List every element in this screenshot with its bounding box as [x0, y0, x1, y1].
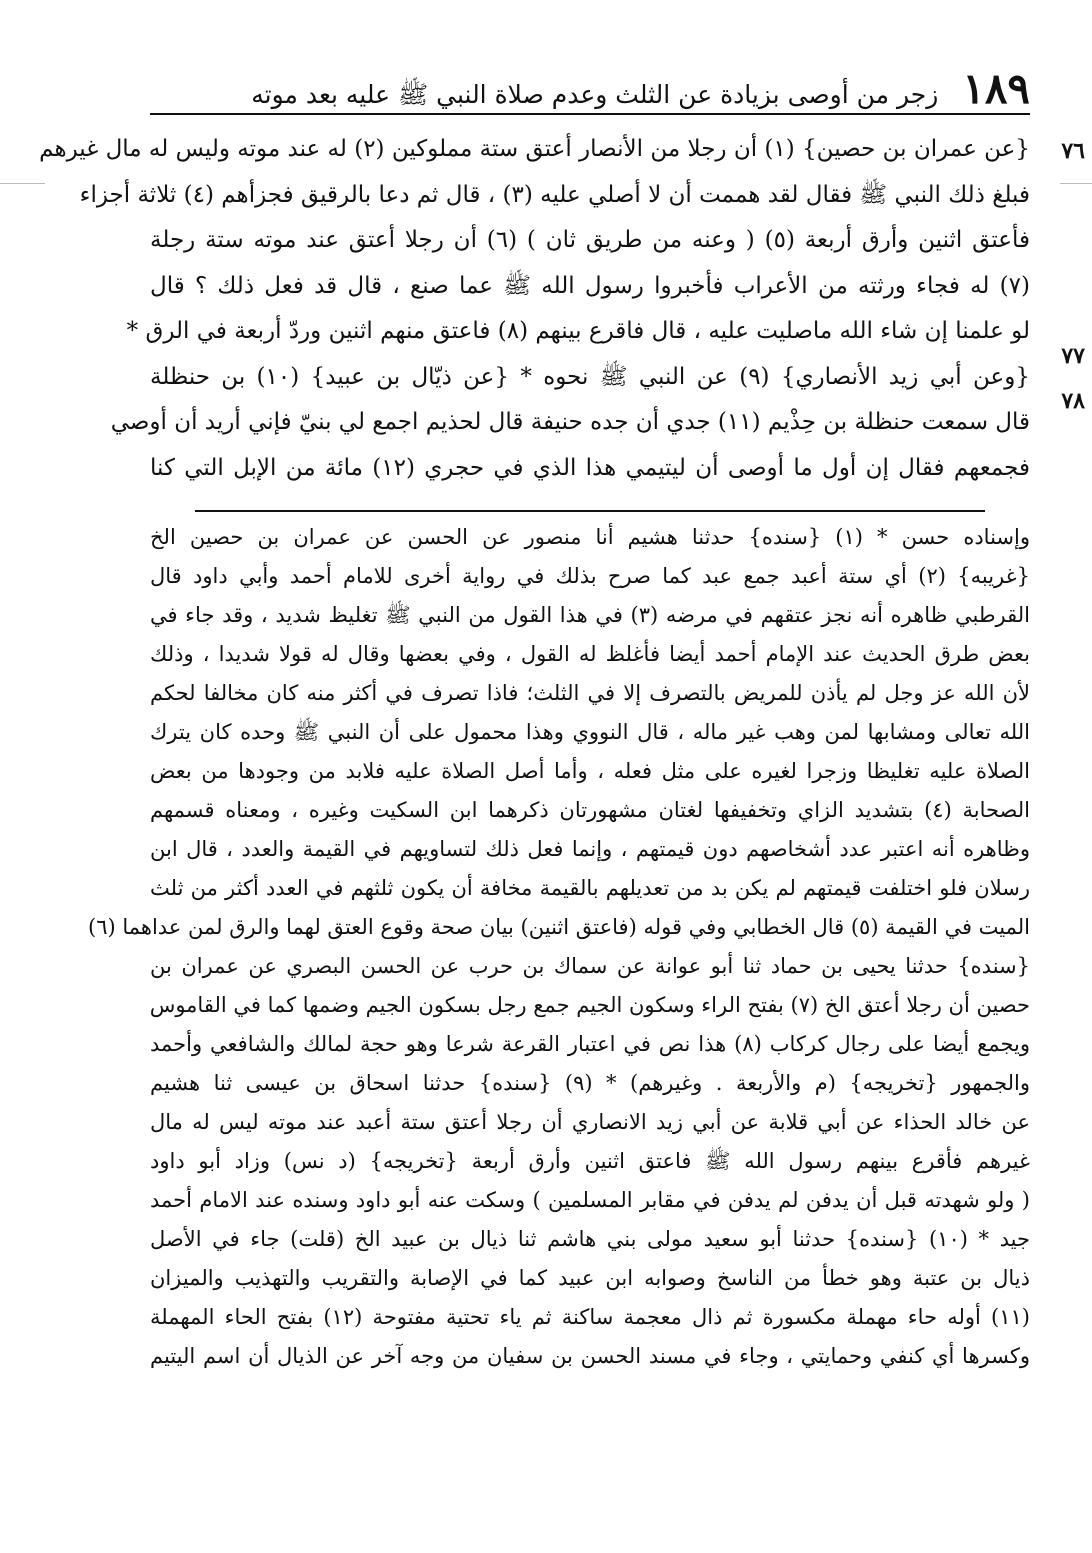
text-line: قال سمعت حنظلة بن حِذْيم (١١) جدي أن جده حنيفة قال لحذيم اجمع لي بنيّ فإني أريد أن أوصي — [110, 409, 1030, 435]
footnote-line: الله تعالى ومشابها لمن وهب غير ماله ، قال النووي وهذا محمول على أن النبي ﷺ وحده كان يترك — [150, 720, 1030, 744]
footnote-line: {سنده} حدثنا يحيى بن حماد ثنا أبو عوانة عن سماك بن حرب عن الحسن البصري عن عمران بن — [150, 954, 1030, 978]
scan-mark — [1060, 183, 1092, 184]
footnote-line: بعض طرق الحديث عند الإمام أحمد أيضا فأغلظ له القول ، وفي بعضها وقال له قولا شديدا ، وذلك — [150, 642, 1030, 666]
hadith-number: ٧٦ — [1061, 138, 1085, 164]
footnote-line: وإسناده حسن * (١) {سنده} حدثنا هشيم أنا منصور عن الحسن عن عمران بن حصين الخ — [150, 525, 1030, 549]
text-line: {عن عمران بن حصين} (١) أن رجلا من الأنصار أعتق ستة مملوكين (٢) له عند موته وليس له مال غيرهم — [39, 136, 1030, 162]
footnote-line: حصين أن رجلا أعتق الخ (٧) بفتح الراء وسكون الجيم جمع رجل بسكون الجيم وضمها كما في القاموس — [149, 993, 1030, 1017]
footnote-line: لأن الله عز وجل لم يأذن للمريض بالتصرف إلا في الثلث؛ فاذا تصرف في أكثر منه كان مخالفا لحكم — [150, 681, 1030, 705]
page-header — [150, 50, 1030, 113]
footnote-line: القرطبي ظاهره أنه نجز عتقهم في مرضه (٣) في هذا القول من النبي ﷺ تغليظ شديد ، وقد جاء في — [150, 603, 1030, 627]
hadith-number: ٧٧ — [1061, 343, 1085, 369]
page-number: ١٨٩ — [962, 64, 1030, 113]
main-text — [39, 127, 1031, 491]
text-line: {وعن أبي زيد الأنصاري} (٩) عن النبي ﷺ نحوه * {عن ذيّال بن عبيد} (١٠) بن حنظلة — [150, 363, 1030, 390]
footnote-line: غيرهم فأقرع بينهم رسول الله ﷺ فاعتق اثنين وأرق أربعة {تخريجه} (د نس) وزاد أبو داود — [150, 1149, 1030, 1173]
footnote-line: ( ولو شهدته قبل أن يدفن لم يدفن في مقابر المسلمين ) وسكت عنه أبو داود وسنده عند الامام أحمد — [150, 1188, 1030, 1212]
footnote-line: عن خالد الحذاء عن أبي قلابة عن أبي زيد الانصاري أن رجلا أعتق ستة أعبد عند موته ليس له مال — [150, 1110, 1030, 1134]
scan-mark — [0, 183, 45, 184]
footnote-line: ويجمع أيضا على رجال كركاب (٨) هذا نص في اعتبار القرعة شرعا وهو حجة لمالك والشافعي وأحمد — [150, 1032, 1030, 1056]
text-line: لو علمنا إن شاء الله ماصليت عليه ، قال فاقرع بينهم (٨) فاعتق منهم اثنين وردّ أربعة في الرق * — [126, 318, 1030, 344]
footnote-line: {غريبه} (٢) أي ستة أعبد جمع عبد كما صرح بذلك في رواية أخرى للامام أحمد وأبي داود قال — [150, 564, 1030, 588]
footnote-line: الصحابة (٤) بتشديد الزاي وتخفيفها لغتان مشهورتان ذكرهما ابن السكيت وغيره ، ومعناه قسمهم — [150, 798, 1030, 822]
footnote-line: رسلان فلو اختلفت قيمتهم لم يكن بد من تعديلهم بالقيمة مخافة أن يكون ثلثهم في العدد أكثر من ثلث — [150, 876, 1030, 900]
footnote-line: وكسرها أي كنفي وحمايتي ، وجاء في مسند الحسن بن سفيان من وجه آخر عن الذيال أن اسم اليتيم — [150, 1344, 1030, 1368]
text-line: فبلغ ذلك النبي ﷺ فقال لقد هممت أن لا أصلي عليه (٣) ، قال ثم دعا بالرقيق فجزأهم (٤) ثلاثة أجزاء — [79, 181, 1030, 208]
footnote-line: وظاهره أنه اعتبر عدد أشخاصهم دون قيمتهم ، وإنما فعل ذلك لتساويهم في القيمة والعدد ، قال ابن — [150, 837, 1030, 861]
footnote-line: الميت في القيمة (٥) قال الخطابي وفي قوله (فاعتق اثنين) بيان صحة وقوع العتق لهما والرق لمن عداهما (٦) — [87, 915, 1030, 939]
text-line: فأعتق اثنين وأرق أربعة (٥) ( وعنه من طريق ثان ) (٦) أن رجلا أعتق عند موته ستة رجلة — [150, 227, 1030, 253]
footnote-line: (١١) أوله حاء مهملة مكسورة ثم ذال معجمة ساكنة ثم ياء تحتية مفتوحة (١٢) بفتح الحاء المهملة — [150, 1305, 1030, 1329]
header-rule — [150, 113, 1030, 115]
hadith-number: ٧٨ — [1061, 388, 1085, 414]
footnote-line: الصلاة عليه تغليظا وزجرا لغيره على مثل فعله ، وأما أصل الصلاة عليه فلابد من وجودها من بعض — [150, 759, 1030, 783]
text-line: فجمعهم فقال إن أول ما أوصى أن ليتيمي هذا الذي في حجري (١٢) مائة من الإبل التي كنا — [150, 454, 1031, 481]
running-title: زجر من أوصى بزيادة عن الثلث وعدم صلاة النبي ﷺ عليه بعد موته — [251, 80, 939, 109]
footnote-line: ذيال بن عتبة وهو خطأ من الناسخ وصوابه ابن عبيد كما في الإصابة والتقريب والتهذيب والميزان — [150, 1266, 1030, 1290]
footnote-separator — [195, 510, 985, 512]
footnote-line: والجمهور {تخريجه} (م والأربعة . وغيرهم) * (٩) {سنده} حدثنا اسحاق بن عيسى ثنا هشيم — [150, 1071, 1031, 1095]
text-line: (٧) له فجاء ورثته من الأعراب فأخبروا رسول الله ﷺ عما صنع ، قال قد فعل ذلك ؟ قال — [150, 272, 1030, 299]
footnote-line: جيد * (١٠) {سنده} حدثنا أبو سعيد مولى بني هاشم ثنا ذيال بن عبيد الخ (قلت) جاء في الأصل — [150, 1227, 1030, 1251]
footnotes — [87, 518, 1031, 1376]
